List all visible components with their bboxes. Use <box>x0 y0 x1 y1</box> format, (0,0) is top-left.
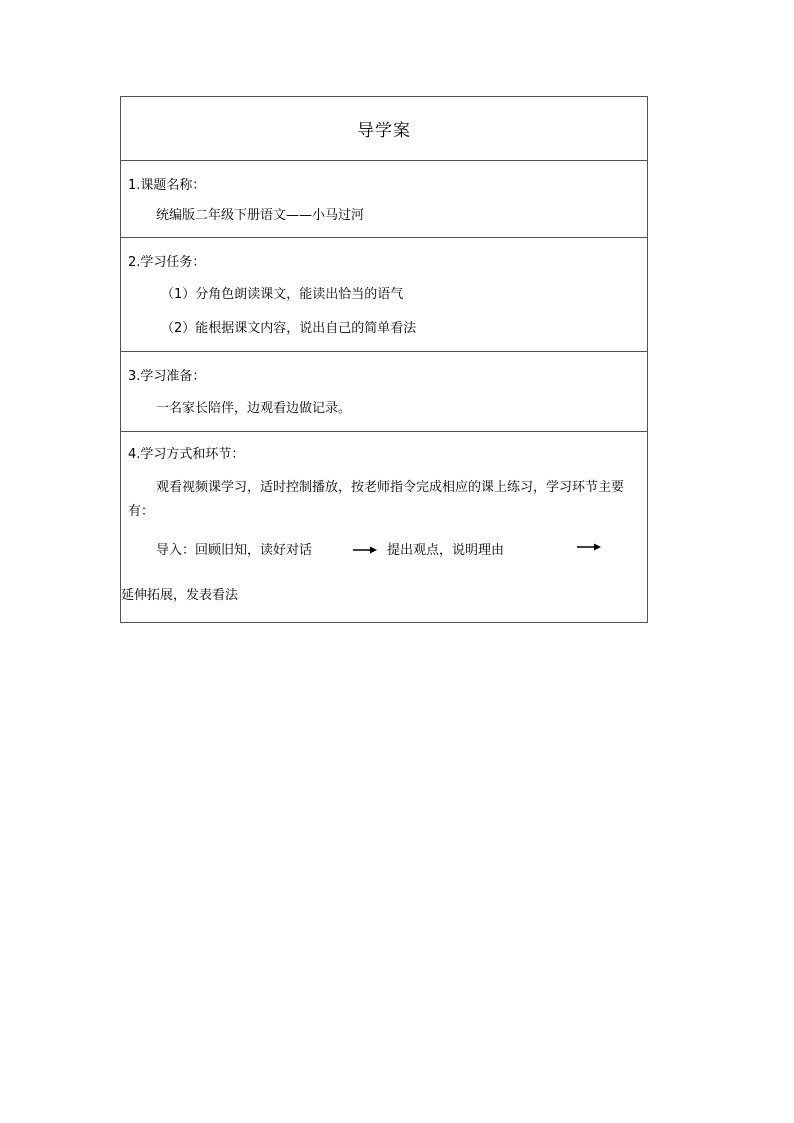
page-title: 导学案 <box>357 121 411 141</box>
right-arrow-icon <box>353 545 377 555</box>
topic-value: 统编版二年级下册语文——小马过河 <box>156 208 365 223</box>
flow-step-1: 导入：回顾旧知，读好对话 <box>156 543 313 558</box>
preparation-value: 一名家长陪伴，边观看边做记录。 <box>156 401 352 416</box>
tasks-heading: 2.学习任务： <box>128 255 206 270</box>
method-section <box>121 431 647 622</box>
flow-step-2: 提出观点，说明理由 <box>387 543 505 558</box>
flow-step-3: 延伸拓展，发表看法 <box>121 588 239 603</box>
topic-heading: 1.课题名称： <box>128 178 206 193</box>
method-heading: 4.学习方式和环节： <box>128 447 245 462</box>
study-guide-table <box>120 96 648 623</box>
preparation-heading: 3.学习准备： <box>128 369 206 384</box>
preparation-section <box>121 351 647 431</box>
topic-section <box>121 160 647 237</box>
title-row <box>121 97 647 160</box>
task-item-2: （2）能根据课文内容，说出自己的简单看法 <box>161 321 417 336</box>
tasks-section <box>121 237 647 351</box>
method-description: 观看视频课学习，适时控制播放，按老师指令完成相应的课上练习，学习环节主要有： <box>128 480 625 519</box>
right-arrow-icon <box>577 542 601 552</box>
task-item-1: （1）分角色朗读课文，能读出恰当的语气 <box>161 287 404 302</box>
